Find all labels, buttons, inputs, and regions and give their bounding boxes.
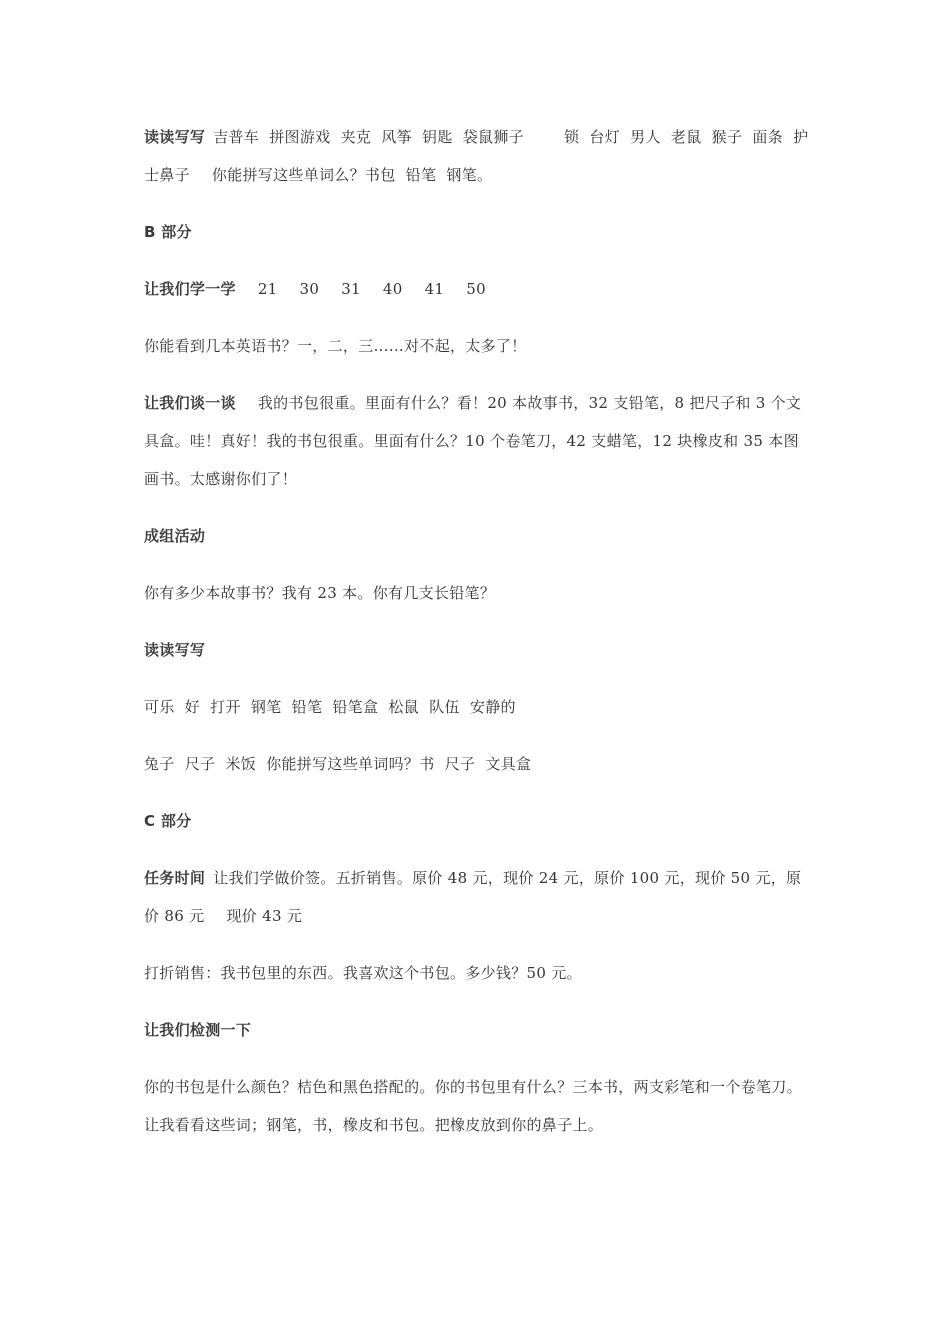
section-heading: 读读写写 — [144, 128, 206, 146]
word-list: 可乐 好 打开 钢笔 铅笔 铅笔盒 松鼠 队伍 安静的 — [144, 698, 516, 716]
paragraph-lets-talk — [144, 384, 809, 498]
section-heading: C 部分 — [144, 812, 192, 830]
section-heading: 读读写写 — [144, 641, 206, 659]
paragraph-text: 你的书包是什么颜色？桔色和黑色搭配的。你的书包里有什么？三本书，两支彩笔和一个卷笔刀。让我看看这些词；钢笔，书，橡皮和书包。把橡皮放到你的鼻子上。 — [144, 1078, 802, 1134]
paragraph-text: 你有多少本故事书？我有 23 本。你有几支长铅笔？ — [144, 584, 496, 602]
number-item: 21 — [257, 280, 278, 298]
word-list: 吉普车 拼图游戏 夹克 风筝 钥匙 袋鼠狮子 — [213, 128, 524, 146]
section-heading: 让我们谈一谈 — [144, 394, 236, 412]
section-heading: 任务时间 — [144, 869, 206, 887]
word-list: 锁 台灯 男人 老鼠 猴子 面条 护士鼻子 — [144, 128, 809, 184]
body-text: 现价 43 元 — [226, 907, 303, 925]
number-item: 50 — [466, 280, 486, 298]
number-item: 40 — [382, 280, 403, 298]
paragraph-text: 你能看到几本英语书？一，二，三……对不起，太多了！ — [144, 337, 527, 355]
section-heading: B 部分 — [144, 223, 192, 241]
paragraph-read-write-1 — [144, 118, 809, 194]
document-page — [144, 118, 809, 1163]
number-item: 30 — [299, 280, 320, 298]
section-heading: 成组活动 — [144, 527, 206, 545]
paragraph-text: 打折销售：我书包里的东西。我喜欢这个书包。多少钱？50 元。 — [144, 964, 582, 982]
section-heading: 让我们检测一下 — [144, 1021, 252, 1039]
body-text: 我的书包很重。里面有什么？看！20 本故事书，32 支铅笔，8 把尺子和 3 个文具盒。哇！真好！我的书包很重。里面有什么？10 个卷笔刀，42 支蜡笔，12 块橡皮和 35 本图画书。太感谢你们了！ — [144, 394, 802, 488]
body-text: 让我们学做价签。五折销售。原价 48 元，现价 24 元，原价 100 元，现价 50 元，原价 86 元 — [144, 869, 802, 925]
paragraph-lets-learn — [144, 270, 809, 308]
paragraph-task-time — [144, 859, 809, 935]
word-list: 兔子 尺子 米饭 你能拼写这些单词吗？书 尺子 文具盒 — [144, 755, 532, 773]
question-text: 你能拼写这些单词么？书包 铅笔 钢笔。 — [211, 166, 493, 184]
section-heading: 让我们学一学 — [144, 280, 236, 298]
number-item: 41 — [424, 280, 445, 298]
number-item: 31 — [341, 280, 361, 298]
